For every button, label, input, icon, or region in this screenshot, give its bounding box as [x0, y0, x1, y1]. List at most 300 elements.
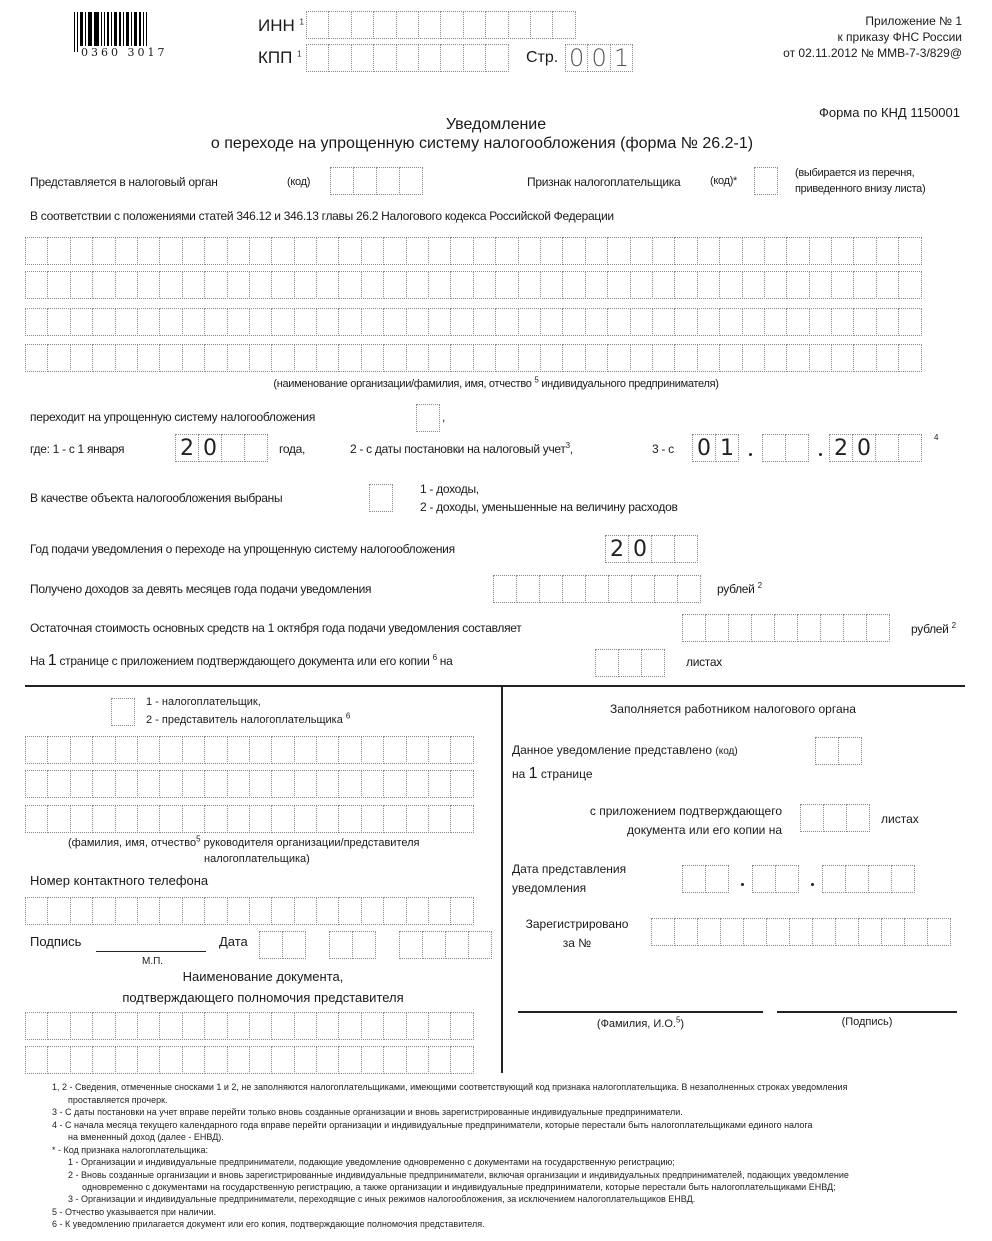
- input-cell[interactable]: [373, 44, 396, 72]
- input-cell[interactable]: [766, 918, 790, 946]
- input-cell[interactable]: [376, 167, 400, 195]
- input-cell[interactable]: [25, 770, 48, 798]
- input-cell[interactable]: [383, 1012, 406, 1040]
- input-cell[interactable]: [249, 1012, 272, 1040]
- input-cell[interactable]: [259, 931, 283, 959]
- input-cell[interactable]: [428, 736, 451, 764]
- input-cell[interactable]: [562, 237, 585, 265]
- input-cell[interactable]: [428, 770, 451, 798]
- input-cell[interactable]: [418, 11, 441, 39]
- input-cell[interactable]: [440, 11, 463, 39]
- input-cell[interactable]: [485, 11, 508, 39]
- input-cell[interactable]: [271, 271, 294, 299]
- input-cell[interactable]: [115, 1046, 138, 1074]
- input-cell[interactable]: [227, 770, 250, 798]
- input-cell[interactable]: [328, 44, 351, 72]
- input-cell[interactable]: [682, 865, 706, 893]
- input-cell[interactable]: [351, 11, 374, 39]
- input-cell[interactable]: [562, 575, 586, 603]
- input-cell[interactable]: [249, 344, 272, 372]
- input-cell[interactable]: [674, 308, 697, 336]
- input-cell[interactable]: [70, 897, 93, 925]
- input-cell[interactable]: [204, 736, 227, 764]
- input-cell[interactable]: [728, 614, 752, 642]
- input-cell[interactable]: [775, 865, 799, 893]
- input-cell[interactable]: [876, 271, 899, 299]
- input-cell[interactable]: [25, 344, 48, 372]
- input-cell[interactable]: [789, 918, 813, 946]
- input-cell[interactable]: [115, 237, 138, 265]
- signer-name-row-2[interactable]: [25, 770, 474, 798]
- input-cell[interactable]: [361, 805, 384, 833]
- input-cell[interactable]: [271, 237, 294, 265]
- input-cell[interactable]: [316, 770, 339, 798]
- input-cell[interactable]: [47, 897, 70, 925]
- input-cell[interactable]: [838, 737, 862, 765]
- signer-date-month-field[interactable]: [329, 931, 376, 959]
- input-cell[interactable]: [853, 271, 876, 299]
- input-cell[interactable]: [25, 237, 48, 265]
- input-cell[interactable]: [809, 237, 832, 265]
- input-cell[interactable]: [719, 308, 742, 336]
- attachment-pages-field[interactable]: [800, 804, 870, 832]
- input-cell[interactable]: [406, 1046, 429, 1074]
- input-cell[interactable]: [674, 535, 698, 563]
- input-cell[interactable]: [361, 897, 384, 925]
- input-cell[interactable]: [338, 271, 361, 299]
- input-cell[interactable]: [843, 614, 867, 642]
- input-cell[interactable]: [182, 271, 205, 299]
- input-cell[interactable]: [182, 1046, 205, 1074]
- input-cell[interactable]: 2: [829, 434, 853, 462]
- org-name-row-4[interactable]: [25, 344, 922, 372]
- input-cell[interactable]: [697, 271, 720, 299]
- input-cell[interactable]: [361, 1012, 384, 1040]
- input-cell[interactable]: [204, 805, 227, 833]
- input-cell[interactable]: [562, 308, 585, 336]
- input-cell[interactable]: [774, 614, 798, 642]
- input-cell[interactable]: [552, 11, 575, 39]
- input-cell[interactable]: [361, 237, 384, 265]
- input-cell[interactable]: [858, 918, 882, 946]
- input-cell[interactable]: [25, 271, 48, 299]
- input-cell[interactable]: [204, 770, 227, 798]
- input-cell[interactable]: [846, 804, 870, 832]
- input-cell[interactable]: [831, 237, 854, 265]
- input-cell[interactable]: [47, 237, 70, 265]
- input-cell[interactable]: 1: [715, 434, 739, 462]
- input-cell[interactable]: [450, 1012, 473, 1040]
- input-cell[interactable]: [450, 344, 473, 372]
- input-cell[interactable]: [338, 308, 361, 336]
- option-3-month-field[interactable]: [762, 434, 809, 462]
- input-cell[interactable]: [204, 271, 227, 299]
- input-cell[interactable]: [115, 344, 138, 372]
- input-cell[interactable]: [416, 404, 440, 432]
- input-cell[interactable]: 2: [605, 535, 629, 563]
- input-cell[interactable]: [316, 1046, 339, 1074]
- input-cell[interactable]: [47, 736, 70, 764]
- input-cell[interactable]: [316, 805, 339, 833]
- input-cell[interactable]: [249, 271, 272, 299]
- input-cell[interactable]: [585, 308, 608, 336]
- input-cell[interactable]: [137, 237, 160, 265]
- input-cell[interactable]: [227, 736, 250, 764]
- input-cell[interactable]: [764, 271, 787, 299]
- input-cell[interactable]: [440, 44, 463, 72]
- input-cell[interactable]: [654, 575, 678, 603]
- doc-name-row-1[interactable]: [25, 1012, 474, 1040]
- input-cell[interactable]: [47, 308, 70, 336]
- input-cell[interactable]: [159, 805, 182, 833]
- transition-option-field[interactable]: [416, 404, 440, 432]
- input-cell[interactable]: [70, 237, 93, 265]
- input-cell[interactable]: [518, 308, 541, 336]
- input-cell[interactable]: [47, 271, 70, 299]
- input-cell[interactable]: [585, 237, 608, 265]
- input-cell[interactable]: [652, 271, 675, 299]
- input-cell[interactable]: [383, 308, 406, 336]
- option-1-year-field[interactable]: [175, 434, 268, 462]
- input-cell[interactable]: [742, 271, 765, 299]
- input-cell[interactable]: [585, 575, 609, 603]
- input-cell[interactable]: [383, 770, 406, 798]
- input-cell[interactable]: [809, 308, 832, 336]
- input-cell[interactable]: [182, 344, 205, 372]
- input-cell[interactable]: [159, 1046, 182, 1074]
- input-cell[interactable]: [159, 736, 182, 764]
- org-name-row-1[interactable]: [25, 237, 922, 265]
- input-cell[interactable]: [338, 736, 361, 764]
- input-cell[interactable]: [540, 271, 563, 299]
- input-cell[interactable]: [831, 308, 854, 336]
- input-cell[interactable]: [540, 308, 563, 336]
- input-cell[interactable]: [450, 897, 473, 925]
- input-cell[interactable]: [674, 918, 698, 946]
- input-cell[interactable]: [159, 1012, 182, 1040]
- input-cell[interactable]: [249, 770, 272, 798]
- submission-year-field[interactable]: [605, 535, 698, 563]
- input-cell[interactable]: [898, 434, 922, 462]
- input-cell[interactable]: [137, 736, 160, 764]
- input-cell[interactable]: [764, 344, 787, 372]
- input-cell[interactable]: [399, 167, 423, 195]
- submission-date-year-field[interactable]: [822, 865, 915, 893]
- phone-field[interactable]: [25, 897, 474, 925]
- input-cell[interactable]: [70, 805, 93, 833]
- officer-signature-line[interactable]: [777, 1011, 957, 1013]
- input-cell[interactable]: [697, 344, 720, 372]
- input-cell[interactable]: [607, 271, 630, 299]
- input-cell[interactable]: [406, 237, 429, 265]
- input-cell[interactable]: [47, 1046, 70, 1074]
- input-cell[interactable]: [182, 897, 205, 925]
- input-cell[interactable]: [450, 237, 473, 265]
- input-cell[interactable]: [294, 1012, 317, 1040]
- input-cell[interactable]: [785, 434, 809, 462]
- input-cell[interactable]: [585, 271, 608, 299]
- input-cell[interactable]: [227, 344, 250, 372]
- input-cell[interactable]: [294, 237, 317, 265]
- input-cell[interactable]: [244, 434, 268, 462]
- input-cell[interactable]: [450, 736, 473, 764]
- input-cell[interactable]: [508, 11, 531, 39]
- input-cell[interactable]: [697, 918, 721, 946]
- input-cell[interactable]: [70, 1046, 93, 1074]
- input-cell[interactable]: [595, 649, 619, 677]
- input-cell[interactable]: [294, 736, 317, 764]
- input-cell[interactable]: [47, 344, 70, 372]
- input-cell[interactable]: [383, 736, 406, 764]
- input-cell[interactable]: [418, 44, 441, 72]
- input-cell[interactable]: [115, 897, 138, 925]
- input-cell[interactable]: [495, 308, 518, 336]
- input-cell[interactable]: [159, 897, 182, 925]
- input-cell[interactable]: [249, 897, 272, 925]
- input-cell[interactable]: [450, 805, 473, 833]
- input-cell[interactable]: [473, 237, 496, 265]
- input-cell[interactable]: [539, 575, 563, 603]
- input-cell[interactable]: [227, 897, 250, 925]
- input-cell[interactable]: [182, 308, 205, 336]
- input-cell[interactable]: [271, 770, 294, 798]
- input-cell[interactable]: [25, 805, 48, 833]
- input-cell[interactable]: [450, 271, 473, 299]
- input-cell[interactable]: [652, 344, 675, 372]
- input-cell[interactable]: [137, 897, 160, 925]
- input-cell[interactable]: [742, 308, 765, 336]
- signer-name-row-3[interactable]: [25, 805, 474, 833]
- input-cell[interactable]: [835, 918, 859, 946]
- input-cell[interactable]: [383, 805, 406, 833]
- input-cell[interactable]: [70, 736, 93, 764]
- input-cell[interactable]: [652, 237, 675, 265]
- input-cell[interactable]: [891, 865, 915, 893]
- input-cell[interactable]: [316, 344, 339, 372]
- input-cell[interactable]: [809, 344, 832, 372]
- input-cell[interactable]: [92, 308, 115, 336]
- input-cell[interactable]: 0: [565, 44, 588, 72]
- input-cell[interactable]: [719, 344, 742, 372]
- input-cell[interactable]: [463, 44, 486, 72]
- input-cell[interactable]: [473, 308, 496, 336]
- input-cell[interactable]: [361, 308, 384, 336]
- input-cell[interactable]: [831, 344, 854, 372]
- input-cell[interactable]: [204, 344, 227, 372]
- input-cell[interactable]: [450, 1046, 473, 1074]
- input-cell[interactable]: [797, 614, 821, 642]
- input-cell[interactable]: [182, 1012, 205, 1040]
- input-cell[interactable]: [396, 11, 419, 39]
- input-cell[interactable]: [742, 344, 765, 372]
- submission-date-month-field[interactable]: [752, 865, 799, 893]
- input-cell[interactable]: [92, 237, 115, 265]
- submission-date-day-field[interactable]: [682, 865, 729, 893]
- input-cell[interactable]: [316, 271, 339, 299]
- input-cell[interactable]: [328, 11, 351, 39]
- input-cell[interactable]: [809, 271, 832, 299]
- input-cell[interactable]: [221, 434, 245, 462]
- input-cell[interactable]: [876, 308, 899, 336]
- input-cell[interactable]: [406, 308, 429, 336]
- input-cell[interactable]: [450, 308, 473, 336]
- input-cell[interactable]: [111, 698, 135, 726]
- input-cell[interactable]: [92, 1046, 115, 1074]
- input-cell[interactable]: [383, 344, 406, 372]
- input-cell[interactable]: [518, 271, 541, 299]
- input-cell[interactable]: [585, 344, 608, 372]
- registration-number-field[interactable]: [651, 918, 951, 946]
- input-cell[interactable]: [316, 736, 339, 764]
- input-cell[interactable]: [115, 271, 138, 299]
- input-cell[interactable]: [159, 308, 182, 336]
- input-cell[interactable]: [705, 614, 729, 642]
- input-cell[interactable]: [562, 344, 585, 372]
- input-cell[interactable]: [227, 805, 250, 833]
- input-cell[interactable]: [47, 805, 70, 833]
- input-cell[interactable]: [422, 931, 446, 959]
- input-cell[interactable]: [562, 271, 585, 299]
- input-cell[interactable]: 0: [198, 434, 222, 462]
- input-cell[interactable]: [823, 804, 847, 832]
- input-cell[interactable]: [764, 308, 787, 336]
- input-cell[interactable]: [876, 344, 899, 372]
- input-cell[interactable]: [495, 344, 518, 372]
- input-cell[interactable]: [743, 918, 767, 946]
- input-cell[interactable]: [607, 344, 630, 372]
- input-cell[interactable]: [742, 237, 765, 265]
- input-cell[interactable]: [383, 897, 406, 925]
- input-cell[interactable]: [329, 931, 353, 959]
- income-field[interactable]: [493, 575, 701, 603]
- input-cell[interactable]: [495, 237, 518, 265]
- input-cell[interactable]: 0: [628, 535, 652, 563]
- input-cell[interactable]: [898, 344, 921, 372]
- submitted-code-field[interactable]: [815, 737, 862, 765]
- input-cell[interactable]: [182, 736, 205, 764]
- input-cell[interactable]: [473, 344, 496, 372]
- input-cell[interactable]: [786, 271, 809, 299]
- input-cell[interactable]: [853, 344, 876, 372]
- input-cell[interactable]: [249, 1046, 272, 1074]
- input-cell[interactable]: [406, 805, 429, 833]
- input-cell[interactable]: [618, 649, 642, 677]
- input-cell[interactable]: [369, 484, 393, 512]
- input-cell[interactable]: [631, 575, 655, 603]
- input-cell[interactable]: [674, 237, 697, 265]
- input-cell[interactable]: [406, 736, 429, 764]
- input-cell[interactable]: [115, 805, 138, 833]
- input-cell[interactable]: [493, 575, 517, 603]
- input-cell[interactable]: [115, 308, 138, 336]
- input-cell[interactable]: [428, 237, 451, 265]
- input-cell[interactable]: 1: [610, 44, 633, 72]
- input-cell[interactable]: [719, 237, 742, 265]
- input-cell[interactable]: [92, 805, 115, 833]
- input-cell[interactable]: [406, 1012, 429, 1040]
- input-cell[interactable]: [70, 308, 93, 336]
- input-cell[interactable]: [353, 167, 377, 195]
- input-cell[interactable]: [249, 237, 272, 265]
- input-cell[interactable]: [445, 931, 469, 959]
- input-cell[interactable]: [485, 44, 508, 72]
- input-cell[interactable]: [875, 434, 899, 462]
- input-cell[interactable]: [137, 308, 160, 336]
- residual-value-field[interactable]: [682, 614, 890, 642]
- input-cell[interactable]: [271, 1012, 294, 1040]
- input-cell[interactable]: [677, 575, 701, 603]
- input-cell[interactable]: [652, 308, 675, 336]
- input-cell[interactable]: [406, 344, 429, 372]
- input-cell[interactable]: [881, 918, 905, 946]
- input-cell[interactable]: [904, 918, 928, 946]
- input-cell[interactable]: [406, 271, 429, 299]
- input-cell[interactable]: [70, 344, 93, 372]
- input-cell[interactable]: [518, 344, 541, 372]
- input-cell[interactable]: [927, 918, 951, 946]
- input-cell[interactable]: [719, 271, 742, 299]
- input-cell[interactable]: [607, 308, 630, 336]
- input-cell[interactable]: [137, 344, 160, 372]
- input-cell[interactable]: 0: [587, 44, 610, 72]
- input-cell[interactable]: [540, 237, 563, 265]
- input-cell[interactable]: [25, 897, 48, 925]
- inn-field[interactable]: [306, 11, 576, 39]
- input-cell[interactable]: [786, 237, 809, 265]
- input-cell[interactable]: [361, 736, 384, 764]
- input-cell[interactable]: [641, 649, 665, 677]
- input-cell[interactable]: [70, 1012, 93, 1040]
- input-cell[interactable]: [204, 237, 227, 265]
- input-cell[interactable]: [137, 805, 160, 833]
- input-cell[interactable]: [428, 897, 451, 925]
- input-cell[interactable]: [705, 865, 729, 893]
- input-cell[interactable]: [25, 736, 48, 764]
- input-cell[interactable]: [373, 11, 396, 39]
- input-cell[interactable]: [751, 614, 775, 642]
- input-cell[interactable]: [674, 344, 697, 372]
- input-cell[interactable]: [294, 308, 317, 336]
- input-cell[interactable]: [204, 897, 227, 925]
- input-cell[interactable]: [294, 344, 317, 372]
- input-cell[interactable]: [227, 1012, 250, 1040]
- input-cell[interactable]: [115, 1012, 138, 1040]
- input-cell[interactable]: [630, 271, 653, 299]
- input-cell[interactable]: [227, 308, 250, 336]
- input-cell[interactable]: [762, 434, 786, 462]
- input-cell[interactable]: [868, 865, 892, 893]
- pages-field[interactable]: [595, 649, 665, 677]
- kpp-field[interactable]: [306, 44, 509, 72]
- input-cell[interactable]: [607, 237, 630, 265]
- input-cell[interactable]: [92, 271, 115, 299]
- input-cell[interactable]: [159, 344, 182, 372]
- input-cell[interactable]: [25, 1046, 48, 1074]
- input-cell[interactable]: [898, 271, 921, 299]
- input-cell[interactable]: [630, 237, 653, 265]
- input-cell[interactable]: [306, 44, 329, 72]
- input-cell[interactable]: [25, 1012, 48, 1040]
- input-cell[interactable]: [428, 805, 451, 833]
- input-cell[interactable]: [468, 931, 492, 959]
- input-cell[interactable]: [674, 271, 697, 299]
- input-cell[interactable]: 0: [692, 434, 716, 462]
- input-cell[interactable]: [396, 44, 419, 72]
- input-cell[interactable]: [800, 804, 824, 832]
- input-cell[interactable]: [428, 308, 451, 336]
- input-cell[interactable]: [752, 865, 776, 893]
- input-cell[interactable]: [115, 770, 138, 798]
